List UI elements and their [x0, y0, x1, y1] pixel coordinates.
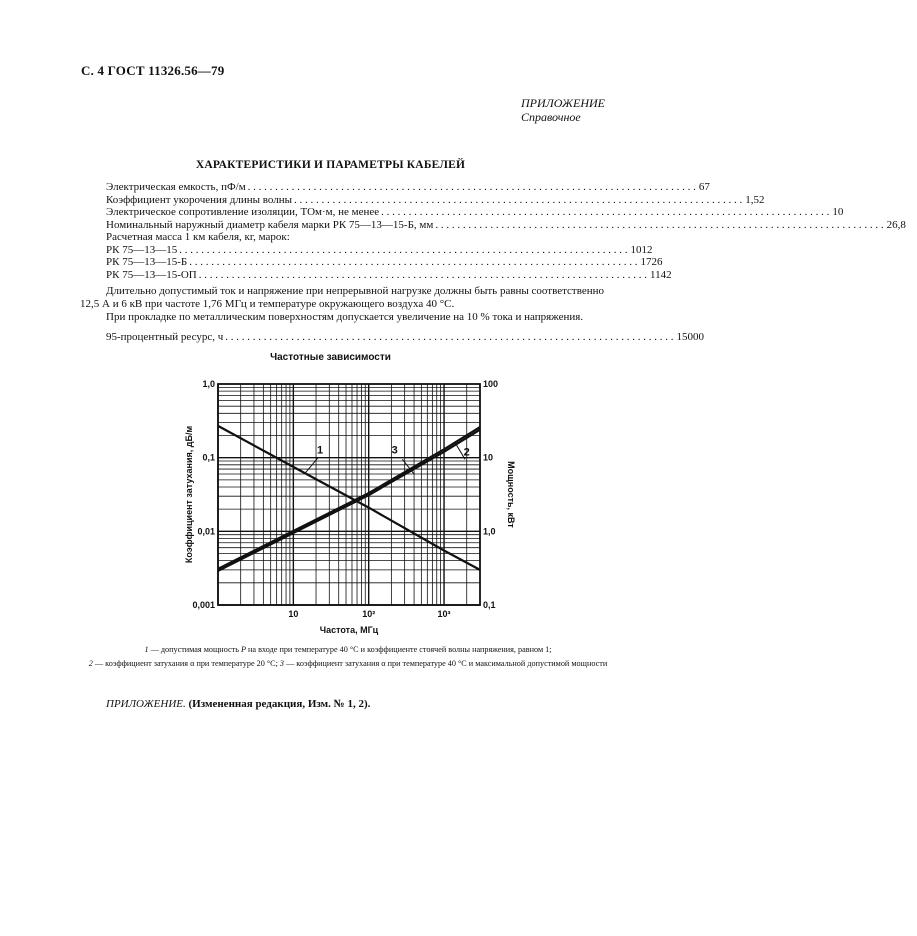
resource-value: 15000 [676, 331, 704, 343]
annotation-label-2: 2 [463, 446, 470, 459]
caption-num-3: 3 [279, 658, 285, 668]
x-tick-label: 10³ [437, 609, 451, 619]
paragraph-current-voltage: Длительно допустимый ток и напряжение при непрерывной нагрузке должны быть равны соответственно 12,5 А и 6 кВ при частоте 1,76 МГц и температуре окружающего воздуха 40 °С. [80, 285, 605, 310]
footer-bold: (Измененная редакция, Изм. № 1, 2). [185, 698, 371, 710]
mass-label: РК 75—13—15-ОП [106, 268, 197, 281]
y-tick-label: 1,0 [202, 379, 215, 389]
param-row [106, 206, 844, 219]
mass-row [106, 268, 672, 282]
y-tick-label: 0,001 [192, 600, 215, 610]
x-axis-label: Частота, МГц [319, 625, 379, 635]
y2-axis-label: Мощность, кВт [506, 461, 516, 528]
y2-tick-label: 100 [483, 379, 499, 389]
mass-heading: Расчетная масса 1 км кабеля, кг, марок: [106, 231, 290, 243]
mass-label: РК 75—13—15-Б [106, 256, 188, 268]
x-tick-label: 10² [362, 609, 376, 619]
appendix-title: ПРИЛОЖЕНИЕ [521, 96, 605, 110]
footer-italic: ПРИЛОЖЕНИЕ. [106, 698, 186, 710]
param-value: 10 [832, 206, 844, 218]
mass-value: 1012 [630, 243, 653, 256]
frequency-chart [180, 368, 516, 640]
y-tick-label: 0,1 [202, 452, 215, 463]
mass-row [106, 256, 663, 269]
y-axis-label: Коэффициент затухания, дБ/м [184, 425, 194, 564]
param-value: 67 [698, 181, 710, 193]
param-label: Номинальный наружный диаметр кабеля марки РК 75—13—15-Б, мм [106, 218, 434, 231]
param-label: Электрическая емкость, пФ/м [106, 181, 246, 193]
footer-note [106, 698, 370, 710]
section-title: ХАРАКТЕРИСТИКИ И ПАРАМЕТРЫ КАБЕЛЕЙ [195, 159, 466, 171]
annotation-label-1: 1 [316, 444, 324, 457]
chart-title: Частотные зависимости [270, 352, 391, 363]
caption-num-2: 2 [88, 658, 93, 668]
param-row [106, 218, 906, 232]
y2-tick-label: 10 [483, 452, 494, 463]
paragraph-metal-surfaces: При прокладке по металлическим поверхностям допускается увеличение на 10 % тока и напряжения. [106, 311, 584, 323]
y2-tick-label: 1,0 [483, 526, 496, 537]
param-label: Электрическое сопротивление изоляции, ТОм·м, не менее [106, 206, 380, 218]
resource-label: 95-процентный ресурс, ч [106, 331, 224, 343]
param-row [106, 193, 765, 207]
mass-value: 1142 [650, 268, 672, 281]
parameters-list [106, 181, 906, 281]
y2-tick-label: 0,1 [483, 600, 496, 610]
param-row [106, 181, 710, 194]
appendix-subtitle: Справочное [521, 110, 581, 124]
caption-num-1: 1 [144, 645, 149, 654]
x-tick-label: 10 [288, 609, 299, 619]
appendix-label [521, 96, 605, 124]
y-tick-label: 0,01 [197, 526, 215, 537]
param-value: 1,52 [745, 193, 765, 206]
resource-row [106, 331, 704, 343]
page-header: С. 4 ГОСТ 11326.56—79 [81, 63, 225, 78]
mass-label: РК 75—13—15 [106, 243, 178, 256]
chart-caption: 1 — допустимая мощность P на входе при температуре 40 °С и коэффициенте стоячей волны напряжения, равном 1; 2 — коэффициент затухания α при температуре 20 °С; 3 — коэффициент затухания α при температуре 40 °С и максимальной допустимой мощности [88, 645, 608, 668]
mass-value: 1726 [640, 256, 663, 268]
annotation-label-3: 3 [391, 444, 398, 457]
param-value: 26,8 [886, 218, 906, 231]
mass-row [106, 243, 653, 257]
param-label: Коэффициент укорочения длины волны [106, 193, 292, 206]
